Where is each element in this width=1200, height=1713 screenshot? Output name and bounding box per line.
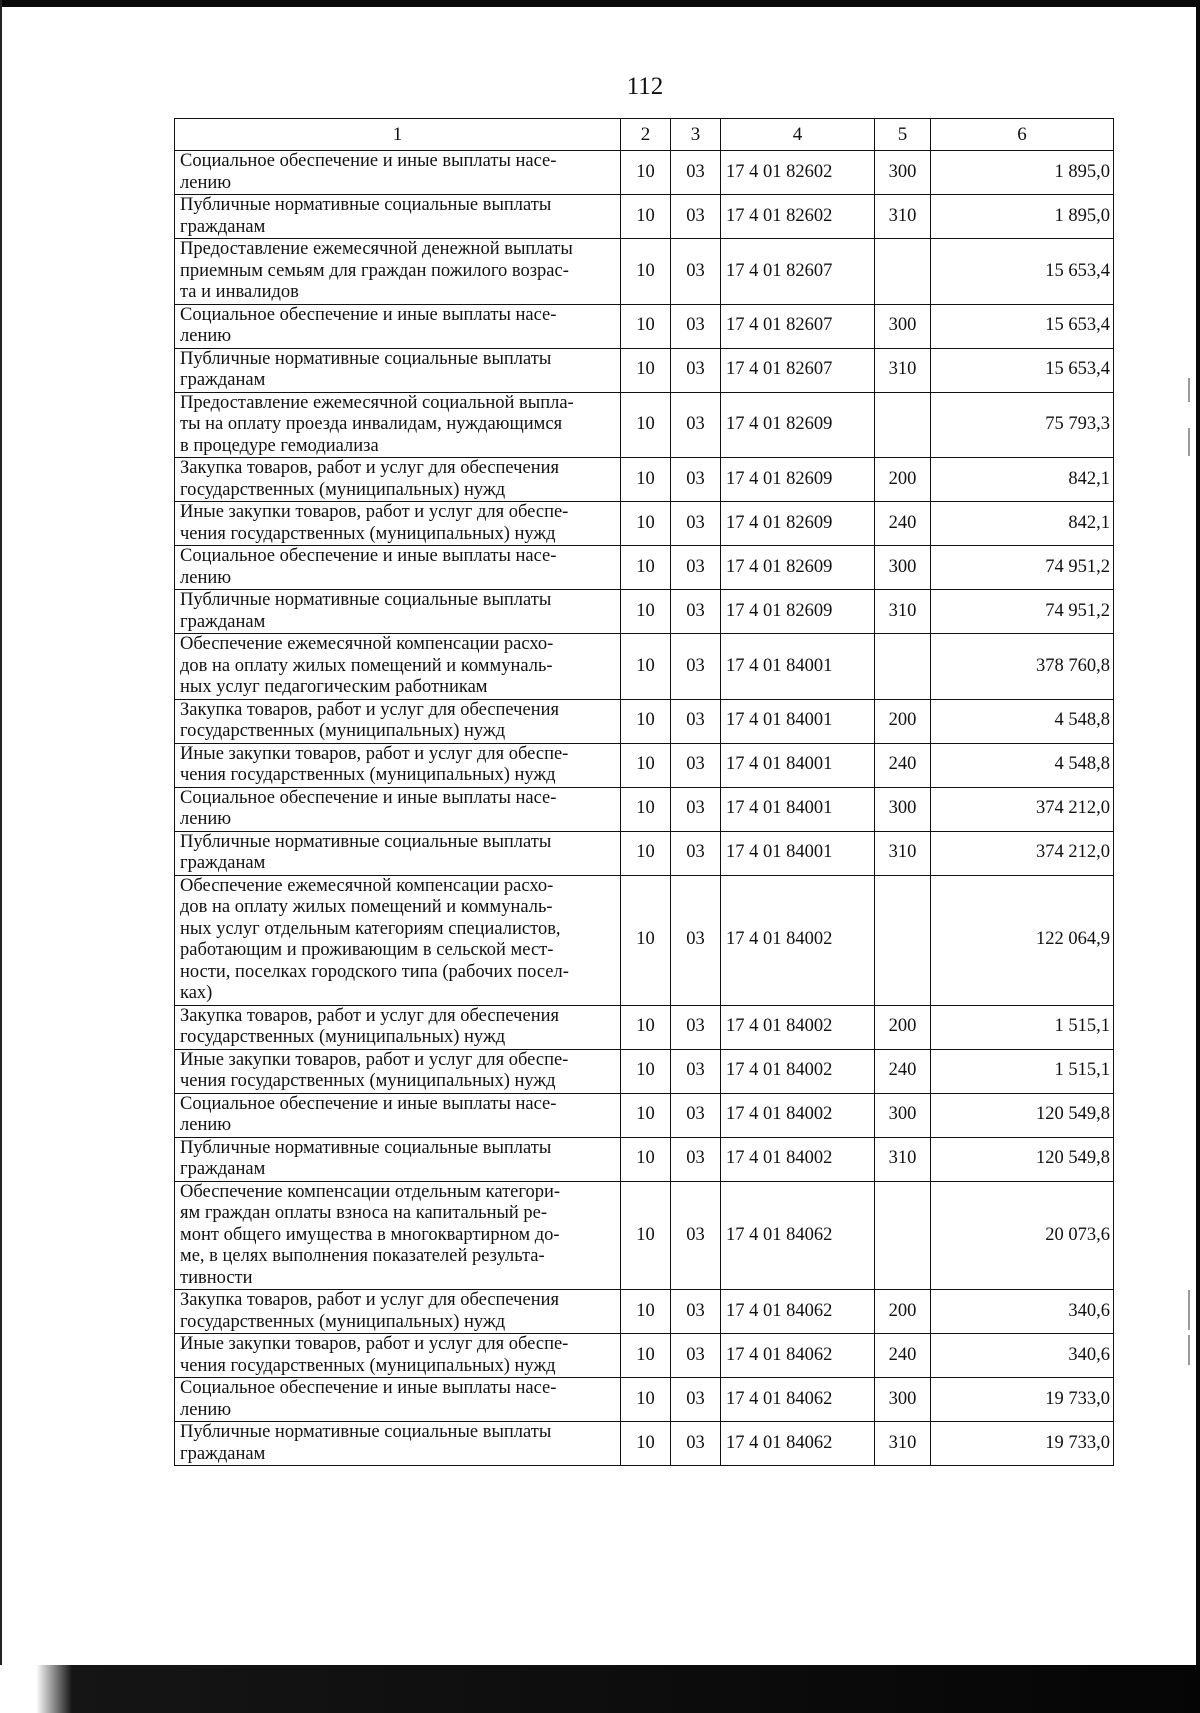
table-row (175, 743, 1114, 787)
expense-type-cell: 240 (875, 1049, 931, 1093)
expense-type-cell: 240 (875, 1334, 931, 1378)
section-code-cell: 10 (621, 239, 671, 305)
amount-cell: 75 793,3 (931, 392, 1114, 458)
amount-cell: 378 760,8 (931, 634, 1114, 700)
target-article-cell: 17 4 01 84062 (721, 1378, 875, 1422)
section-code-cell: 10 (621, 458, 671, 502)
scan-mark (1188, 1335, 1190, 1365)
section-code-cell: 10 (621, 1137, 671, 1181)
target-article-cell: 17 4 01 84001 (721, 787, 875, 831)
expense-name-cell: Иные закупки товаров, работ и услуг для обеспе- чения государственных (муниципальных) нужд (175, 502, 621, 546)
table-row (175, 1005, 1114, 1049)
section-code-cell: 10 (621, 831, 671, 875)
amount-cell: 842,1 (931, 458, 1114, 502)
expense-type-cell: 240 (875, 743, 931, 787)
column-header: 6 (931, 119, 1114, 151)
scan-edge-left (0, 0, 2, 1713)
amount-cell: 15 653,4 (931, 348, 1114, 392)
table-body (175, 151, 1114, 1466)
subsection-code-cell: 03 (671, 875, 721, 1005)
target-article-cell: 17 4 01 82607 (721, 239, 875, 305)
subsection-code-cell: 03 (671, 1378, 721, 1422)
expense-type-cell: 200 (875, 1290, 931, 1334)
target-article-cell: 17 4 01 84062 (721, 1181, 875, 1290)
expense-type-cell: 300 (875, 787, 931, 831)
table-row (175, 590, 1114, 634)
target-article-cell: 17 4 01 84001 (721, 831, 875, 875)
section-code-cell: 10 (621, 1093, 671, 1137)
amount-cell: 1 895,0 (931, 195, 1114, 239)
section-code-cell: 10 (621, 1422, 671, 1466)
table-header-row (175, 119, 1114, 151)
table-row (175, 458, 1114, 502)
section-code-cell: 10 (621, 875, 671, 1005)
expense-name-cell: Иные закупки товаров, работ и услуг для обеспе- чения государственных (муниципальных) нужд (175, 1049, 621, 1093)
table-row (175, 304, 1114, 348)
section-code-cell: 10 (621, 634, 671, 700)
section-code-cell: 10 (621, 1005, 671, 1049)
subsection-code-cell: 03 (671, 1049, 721, 1093)
expense-type-cell (875, 1181, 931, 1290)
amount-cell: 120 549,8 (931, 1137, 1114, 1181)
expense-name-cell: Социальное обеспечение и иные выплаты насе- лению (175, 787, 621, 831)
section-code-cell: 10 (621, 546, 671, 590)
section-code-cell: 10 (621, 1290, 671, 1334)
amount-cell: 19 733,0 (931, 1422, 1114, 1466)
section-code-cell: 10 (621, 502, 671, 546)
table-row (175, 546, 1114, 590)
expense-type-cell: 310 (875, 1422, 931, 1466)
expense-name-cell: Закупка товаров, работ и услуг для обеспечения государственных (муниципальных) нужд (175, 1290, 621, 1334)
amount-cell: 4 548,8 (931, 699, 1114, 743)
section-code-cell: 10 (621, 392, 671, 458)
expense-type-cell: 200 (875, 1005, 931, 1049)
section-code-cell: 10 (621, 304, 671, 348)
target-article-cell: 17 4 01 82609 (721, 546, 875, 590)
scan-mark (1188, 1290, 1190, 1330)
section-code-cell: 10 (621, 195, 671, 239)
expense-name-cell: Обеспечение ежемесячной компенсации расхо- дов на оплату жилых помещений и коммуналь- ных услуг педагогическим работникам (175, 634, 621, 700)
table-row (175, 875, 1114, 1005)
subsection-code-cell: 03 (671, 787, 721, 831)
subsection-code-cell: 03 (671, 634, 721, 700)
amount-cell: 74 951,2 (931, 546, 1114, 590)
expense-name-cell: Закупка товаров, работ и услуг для обеспечения государственных (муниципальных) нужд (175, 1005, 621, 1049)
amount-cell: 374 212,0 (931, 831, 1114, 875)
table-row (175, 1093, 1114, 1137)
section-code-cell: 10 (621, 743, 671, 787)
target-article-cell: 17 4 01 84001 (721, 634, 875, 700)
section-code-cell: 10 (621, 699, 671, 743)
section-code-cell: 10 (621, 1181, 671, 1290)
section-code-cell: 10 (621, 787, 671, 831)
target-article-cell: 17 4 01 84001 (721, 743, 875, 787)
amount-cell: 20 073,6 (931, 1181, 1114, 1290)
table-row (175, 151, 1114, 195)
expense-name-cell: Иные закупки товаров, работ и услуг для обеспе- чения государственных (муниципальных) нужд (175, 1334, 621, 1378)
table-row (175, 348, 1114, 392)
expense-name-cell: Социальное обеспечение и иные выплаты насе- лению (175, 1378, 621, 1422)
expense-type-cell (875, 392, 931, 458)
target-article-cell: 17 4 01 84002 (721, 1093, 875, 1137)
expense-type-cell: 300 (875, 1093, 931, 1137)
table-row (175, 195, 1114, 239)
target-article-cell: 17 4 01 84062 (721, 1290, 875, 1334)
subsection-code-cell: 03 (671, 699, 721, 743)
target-article-cell: 17 4 01 84001 (721, 699, 875, 743)
amount-cell: 15 653,4 (931, 239, 1114, 305)
table-row (175, 239, 1114, 305)
amount-cell: 122 064,9 (931, 875, 1114, 1005)
subsection-code-cell: 03 (671, 831, 721, 875)
scan-edge-top (0, 0, 1200, 7)
expense-type-cell (875, 634, 931, 700)
expense-type-cell (875, 239, 931, 305)
expense-type-cell: 310 (875, 590, 931, 634)
section-code-cell: 10 (621, 151, 671, 195)
expense-type-cell (875, 875, 931, 1005)
expense-type-cell: 310 (875, 195, 931, 239)
subsection-code-cell: 03 (671, 239, 721, 305)
table-row (175, 502, 1114, 546)
subsection-code-cell: 03 (671, 348, 721, 392)
expense-type-cell: 200 (875, 458, 931, 502)
amount-cell: 842,1 (931, 502, 1114, 546)
target-article-cell: 17 4 01 82607 (721, 304, 875, 348)
subsection-code-cell: 03 (671, 546, 721, 590)
expense-type-cell: 300 (875, 1378, 931, 1422)
target-article-cell: 17 4 01 82609 (721, 458, 875, 502)
target-article-cell: 17 4 01 84002 (721, 875, 875, 1005)
expense-type-cell: 310 (875, 348, 931, 392)
column-header: 3 (671, 119, 721, 151)
scan-edge-bottom (0, 1665, 1200, 1713)
target-article-cell: 17 4 01 84002 (721, 1049, 875, 1093)
target-article-cell: 17 4 01 82609 (721, 502, 875, 546)
subsection-code-cell: 03 (671, 458, 721, 502)
subsection-code-cell: 03 (671, 1422, 721, 1466)
expense-name-cell: Закупка товаров, работ и услуг для обеспечения государственных (муниципальных) нужд (175, 699, 621, 743)
section-code-cell: 10 (621, 1334, 671, 1378)
table-row (175, 1378, 1114, 1422)
expense-name-cell: Обеспечение ежемесячной компенсации расхо- дов на оплату жилых помещений и коммуналь- ных услуг отдельным категориям специалистов, работающим и проживающим в сельской мест- ности, поселках городского типа (рабочих посел- ках) (175, 875, 621, 1005)
target-article-cell: 17 4 01 82602 (721, 151, 875, 195)
subsection-code-cell: 03 (671, 743, 721, 787)
target-article-cell: 17 4 01 82602 (721, 195, 875, 239)
section-code-cell: 10 (621, 1378, 671, 1422)
amount-cell: 19 733,0 (931, 1378, 1114, 1422)
target-article-cell: 17 4 01 82609 (721, 392, 875, 458)
target-article-cell: 17 4 01 84062 (721, 1334, 875, 1378)
expense-type-cell: 240 (875, 502, 931, 546)
expense-type-cell: 310 (875, 831, 931, 875)
expense-name-cell: Социальное обеспечение и иные выплаты насе- лению (175, 304, 621, 348)
subsection-code-cell: 03 (671, 151, 721, 195)
table-row (175, 1049, 1114, 1093)
subsection-code-cell: 03 (671, 1181, 721, 1290)
subsection-code-cell: 03 (671, 590, 721, 634)
amount-cell: 1 515,1 (931, 1049, 1114, 1093)
subsection-code-cell: 03 (671, 1005, 721, 1049)
expense-name-cell: Обеспечение компенсации отдельным категори- ям граждан оплаты взноса на капитальный ре- монт общего имущества в многоквартирном до- ме, в целях выполнения показателей результа- тивности (175, 1181, 621, 1290)
table-row (175, 1422, 1114, 1466)
page-number: 112 (626, 73, 664, 100)
table-row (175, 392, 1114, 458)
target-article-cell: 17 4 01 84062 (721, 1422, 875, 1466)
subsection-code-cell: 03 (671, 502, 721, 546)
amount-cell: 340,6 (931, 1334, 1114, 1378)
target-article-cell: 17 4 01 84002 (721, 1005, 875, 1049)
target-article-cell: 17 4 01 84002 (721, 1137, 875, 1181)
budget-table (174, 118, 1114, 1466)
table-row (175, 634, 1114, 700)
expense-type-cell: 300 (875, 304, 931, 348)
column-header: 5 (875, 119, 931, 151)
expense-name-cell: Публичные нормативные социальные выплаты гражданам (175, 590, 621, 634)
expense-name-cell: Публичные нормативные социальные выплаты гражданам (175, 1422, 621, 1466)
expense-name-cell: Предоставление ежемесячной денежной выплаты приемным семьям для граждан пожилого возрас- та и инвалидов (175, 239, 621, 305)
expense-name-cell: Социальное обеспечение и иные выплаты насе- лению (175, 1093, 621, 1137)
subsection-code-cell: 03 (671, 304, 721, 348)
amount-cell: 374 212,0 (931, 787, 1114, 831)
table-row (175, 1181, 1114, 1290)
section-code-cell: 10 (621, 348, 671, 392)
table-row (175, 1290, 1114, 1334)
column-header: 4 (721, 119, 875, 151)
expense-name-cell: Предоставление ежемесячной социальной выпла- ты на оплату проезда инвалидам, нуждающимся в процедуре гемодиализа (175, 392, 621, 458)
expense-name-cell: Социальное обеспечение и иные выплаты насе- лению (175, 151, 621, 195)
amount-cell: 340,6 (931, 1290, 1114, 1334)
amount-cell: 120 549,8 (931, 1093, 1114, 1137)
subsection-code-cell: 03 (671, 1334, 721, 1378)
expense-type-cell: 310 (875, 1137, 931, 1181)
expense-name-cell: Публичные нормативные социальные выплаты гражданам (175, 1137, 621, 1181)
expense-name-cell: Публичные нормативные социальные выплаты гражданам (175, 195, 621, 239)
table-row (175, 831, 1114, 875)
expense-name-cell: Публичные нормативные социальные выплаты гражданам (175, 348, 621, 392)
column-header: 2 (621, 119, 671, 151)
amount-cell: 4 548,8 (931, 743, 1114, 787)
expense-type-cell: 200 (875, 699, 931, 743)
expense-type-cell: 300 (875, 546, 931, 590)
subsection-code-cell: 03 (671, 195, 721, 239)
subsection-code-cell: 03 (671, 1137, 721, 1181)
column-header: 1 (175, 119, 621, 151)
expense-type-cell: 300 (875, 151, 931, 195)
expense-name-cell: Закупка товаров, работ и услуг для обеспечения государственных (муниципальных) нужд (175, 458, 621, 502)
subsection-code-cell: 03 (671, 1093, 721, 1137)
subsection-code-cell: 03 (671, 392, 721, 458)
table-row (175, 1137, 1114, 1181)
scan-mark (1188, 428, 1190, 456)
scan-edge-right (1196, 0, 1200, 1713)
expense-name-cell: Публичные нормативные социальные выплаты гражданам (175, 831, 621, 875)
amount-cell: 1 895,0 (931, 151, 1114, 195)
scan-mark (1188, 378, 1190, 402)
amount-cell: 15 653,4 (931, 304, 1114, 348)
subsection-code-cell: 03 (671, 1290, 721, 1334)
target-article-cell: 17 4 01 82609 (721, 590, 875, 634)
amount-cell: 74 951,2 (931, 590, 1114, 634)
table-row (175, 787, 1114, 831)
section-code-cell: 10 (621, 590, 671, 634)
table-row (175, 699, 1114, 743)
table-row (175, 1334, 1114, 1378)
expense-name-cell: Социальное обеспечение и иные выплаты насе- лению (175, 546, 621, 590)
target-article-cell: 17 4 01 82607 (721, 348, 875, 392)
amount-cell: 1 515,1 (931, 1005, 1114, 1049)
expense-name-cell: Иные закупки товаров, работ и услуг для обеспе- чения государственных (муниципальных) нужд (175, 743, 621, 787)
section-code-cell: 10 (621, 1049, 671, 1093)
